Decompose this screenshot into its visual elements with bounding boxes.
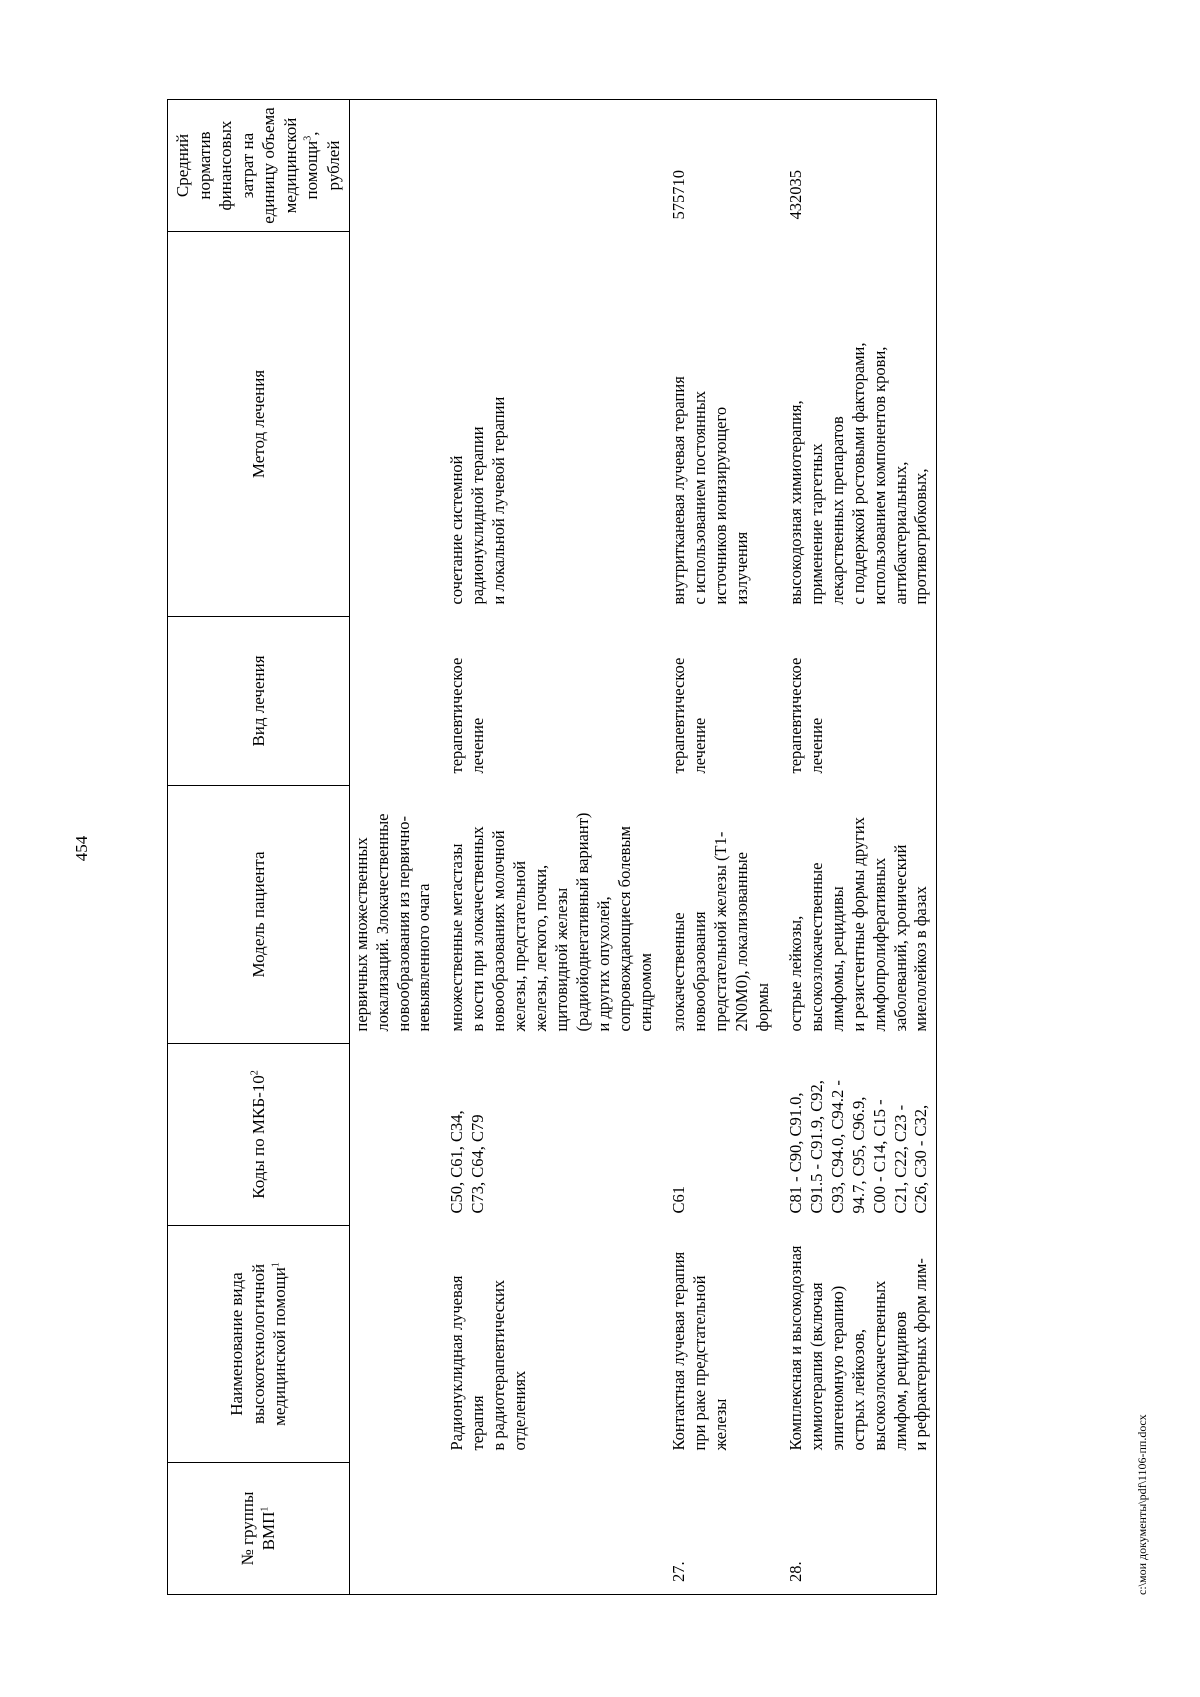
cell-method: сочетание системной радионуклидной терапии и локальной лучевой терапии bbox=[447, 396, 509, 605]
footer-file-path: c:\мои документы\pdf\1106-пп.docx bbox=[1135, 1414, 1149, 1595]
vmp-table bbox=[167, 99, 937, 1595]
table-row bbox=[778, 100, 937, 1595]
cell-no: 27. bbox=[661, 1463, 778, 1595]
header-type-name: Наименование вида высокотехнологичной медицинской помощи$^1$ bbox=[168, 1226, 350, 1463]
cell-cost: 575710 bbox=[661, 100, 778, 232]
header-icd-codes: Коды по МКБ-$10^2$ bbox=[168, 1044, 350, 1226]
cell-no bbox=[439, 1463, 661, 1595]
header-treatment-kind: Вид лечения bbox=[168, 617, 350, 786]
cell-codes: C81 - C90, C91.0, C91.5 - C91.9, C92, C93, C94.0, C94.2 - 94.7, C95, C96.9, C00 - C14, C15 - C21, C22, C23 - C26, C30 - C32, bbox=[778, 1044, 937, 1226]
cell-method: высокодозная химиотерапия, применение таргетных лекарственных препаратов с поддержкой ростовыми факторами, использованием компонентов крови, антибактериальных, противогрибковых, bbox=[778, 232, 937, 617]
cell-codes: C50, C61, C34, C73, C64, C79 bbox=[447, 1110, 488, 1214]
cell-name bbox=[349, 1226, 439, 1463]
cell-kind: терапевтическое лечение bbox=[668, 657, 709, 774]
cell-cost: 432035 bbox=[778, 100, 937, 232]
cell-name: Радионуклидная лучевая терапия в радиотерапевтических отделениях bbox=[447, 1275, 530, 1451]
cell-cost bbox=[439, 100, 661, 232]
table-row bbox=[661, 100, 778, 1595]
cell-no bbox=[349, 1463, 439, 1595]
cell-name: Контактная лучевая терапия при раке предстательной железы bbox=[668, 1251, 730, 1451]
header-avg-cost: Средний норматив финансовых затрат на единицу объема медицинской помощи$^3$, рублей bbox=[168, 100, 350, 232]
cell-kind: терапевтическое лечение bbox=[778, 617, 937, 786]
cell-kind bbox=[349, 617, 439, 786]
cell-name: Комплексная и высокодозная химиотерапия (включая эпигеномную терапию) острых лейкозов, высокозлокачественных лимфом, рецидивов и рефрактерных форм лим- bbox=[778, 1226, 937, 1463]
cell-codes: C61 bbox=[668, 1185, 688, 1214]
cell-model: первичных множественных локализаций. Злокачественные новообразования из первично- невыявленного очага bbox=[351, 813, 434, 1032]
header-patient-model: Модель пациента bbox=[168, 786, 350, 1044]
cell-method: внутритканевая лучевая терапия с использованием постоянных источников ионизирующего излучения bbox=[668, 376, 751, 605]
cell-codes bbox=[349, 1044, 439, 1226]
table-row bbox=[439, 100, 661, 1595]
cell-model: злокачественные новообразования предстательной железы (T1- 2N0M0), локализованные формы bbox=[668, 831, 772, 1032]
header-row bbox=[168, 100, 350, 1595]
header-treatment-method: Метод лечения bbox=[168, 232, 350, 617]
cell-cost bbox=[349, 100, 439, 232]
header-group-no: № группы ВМП$^1$ bbox=[168, 1463, 350, 1595]
cell-model: множественные метастазы в кости при злокачественных новообразованиях молочной железы, предстательной железы, легкого, почки, щитовидной железы (радиойоднегативный вариант) и других опухолей, сопровождающиеся болевым синдромом bbox=[447, 812, 656, 1032]
cell-method bbox=[349, 232, 439, 617]
cell-kind: терапевтическое лечение bbox=[447, 657, 488, 774]
page-number: 454 bbox=[72, 835, 91, 862]
table-row bbox=[349, 100, 439, 1595]
cell-no: 28. bbox=[778, 1463, 937, 1595]
cell-model: острые лейкозы, высокозлокачественные лимфомы, рецидивы и резистентные формы других лимфопролиферативных заболеваний, хронический миелолейкоз в фазах bbox=[778, 786, 937, 1044]
